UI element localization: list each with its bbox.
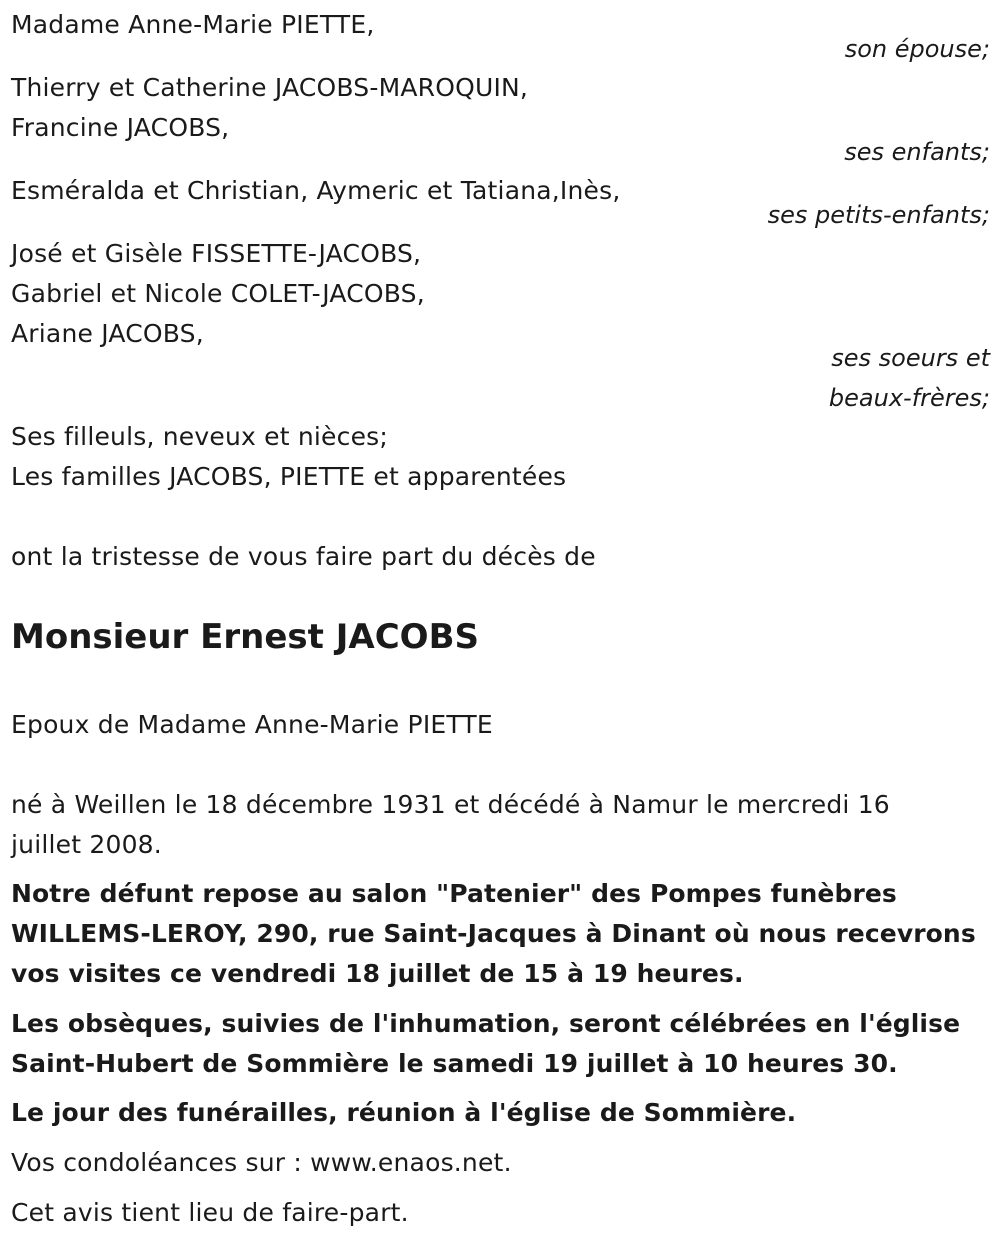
others-line-2: Les familles JACOBS, PIETTE et apparentées (11, 462, 567, 491)
spouse-name: Madame Anne-Marie PIETTE, (11, 10, 375, 39)
child-line-2: Francine JACOBS, (11, 113, 230, 142)
condolences-text: Vos condoléances sur : www.enaos.net. (11, 1148, 512, 1177)
spouse-of-text: Epoux de Madame Anne-Marie PIETTE (11, 710, 493, 739)
meeting-text: Le jour des funérailles, réunion à l'église de Sommière. (11, 1098, 797, 1127)
visitation-line-1: Notre défunt repose au salon "Patenier" des Pompes funèbres (11, 879, 897, 908)
children-role: ses enfants; (844, 138, 990, 166)
siblings-role-line-2: beaux-frères; (828, 384, 990, 412)
birth-death-line-1: né à Weillen le 18 décembre 1931 et décédé à Namur le mercredi 16 (11, 790, 890, 819)
grandchildren-role: ses petits-enfants; (767, 201, 990, 229)
sibling-line-1: José et Gisèle FISSETTE-JACOBS, (11, 239, 422, 268)
sibling-line-2: Gabriel et Nicole COLET-JACOBS, (11, 279, 425, 308)
child-line-1: Thierry et Catherine JACOBS-MAROQUIN, (11, 73, 529, 102)
funeral-line-1: Les obsèques, suivies de l'inhumation, seront célébrées en l'église (11, 1009, 961, 1038)
sibling-line-3: Ariane JACOBS, (11, 319, 204, 348)
closing-text: Cet avis tient lieu de faire-part. (11, 1198, 409, 1227)
birth-death-line-2: juillet 2008. (11, 830, 162, 859)
announcement-text: ont la tristesse de vous faire part du décès de (11, 542, 596, 571)
funeral-line-2: Saint-Hubert de Sommière le samedi 19 juillet à 10 heures 30. (11, 1049, 898, 1078)
others-line-1: Ses filleuls, neveux et nièces; (11, 422, 389, 451)
visitation-line-3: vos visites ce vendredi 18 juillet de 15 à 19 heures. (11, 959, 744, 988)
siblings-role-line-1: ses soeurs et (831, 344, 990, 372)
visitation-line-2: WILLEMS-LEROY, 290, rue Saint-Jacques à Dinant où nous recevrons (11, 919, 976, 948)
spouse-role: son épouse; (844, 35, 990, 63)
grandchildren-line: Esméralda et Christian, Aymeric et Tatiana,Inès, (11, 176, 621, 205)
deceased-name: Monsieur Ernest JACOBS (11, 617, 479, 657)
